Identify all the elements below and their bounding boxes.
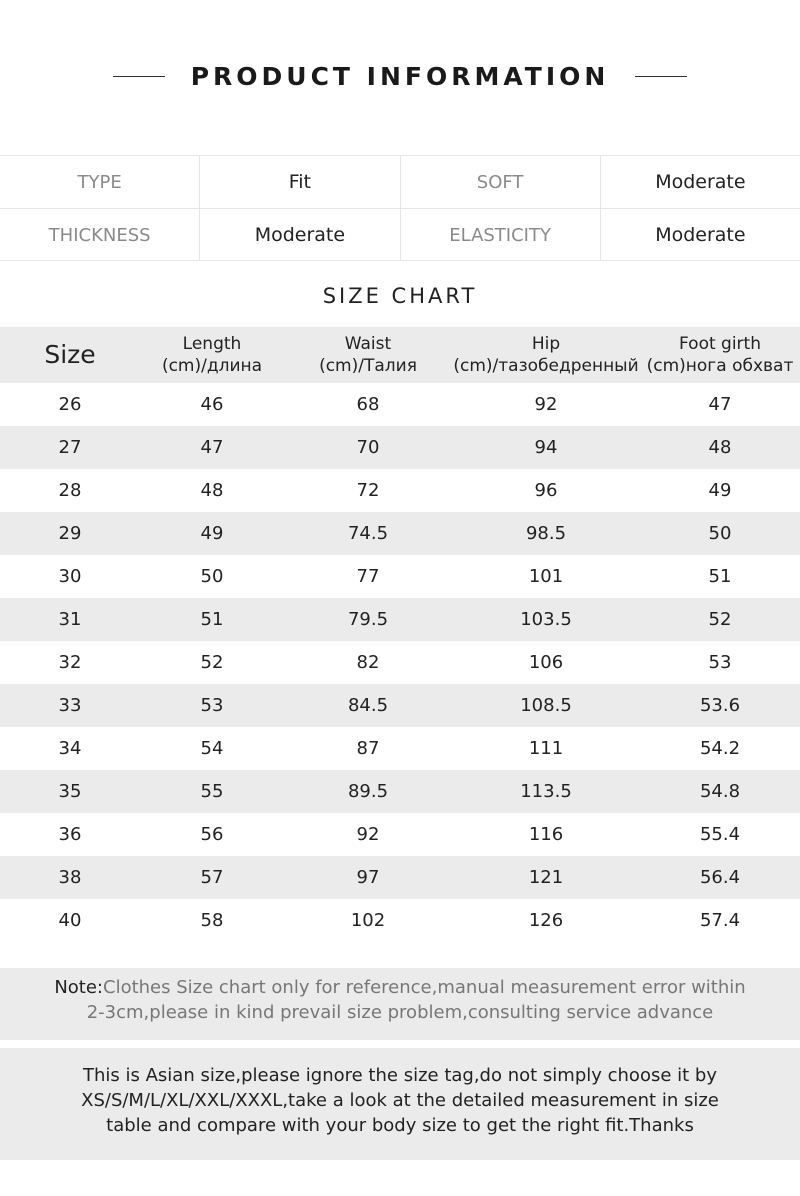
note-text-1: Clothes Size chart only for reference,manual measurement error within	[103, 977, 746, 998]
size-chart-body	[0, 383, 800, 942]
cell-foot-girth: 50	[708, 523, 732, 544]
info-row	[0, 208, 800, 261]
cell-foot-girth: 52	[708, 609, 732, 630]
header-hip	[452, 327, 640, 383]
asian-size-notice	[0, 1048, 800, 1160]
info-label-soft: SOFT	[400, 156, 600, 208]
cell-length: 57	[200, 867, 224, 888]
table-row	[0, 512, 800, 555]
table-row	[0, 555, 800, 598]
cell-length: 52	[200, 652, 224, 673]
cell-size: 35	[58, 781, 82, 802]
cell-waist: 102	[350, 910, 386, 931]
cell-size: 32	[58, 652, 82, 673]
cell-length: 51	[200, 609, 224, 630]
cell-foot-girth: 56.4	[699, 867, 741, 888]
table-row	[0, 469, 800, 512]
table-row	[0, 727, 800, 770]
page-title-row	[0, 52, 800, 100]
cell-foot-girth: 53	[708, 652, 732, 673]
cell-waist: 70	[356, 437, 380, 458]
asian-notice-line-3: table and compare with your body size to get the right fit.Thanks	[106, 1115, 694, 1136]
cell-size: 40	[58, 910, 82, 931]
cell-foot-girth: 54.8	[699, 781, 741, 802]
info-value-type: Fit	[199, 156, 399, 208]
info-label-type: TYPE	[77, 171, 122, 193]
cell-hip: 96	[534, 480, 558, 501]
cell-foot-girth: 48	[708, 437, 732, 458]
table-row	[0, 383, 800, 426]
cell-waist: 87	[356, 738, 380, 759]
cell-size: 28	[58, 480, 82, 501]
cell-hip: 103.5	[520, 609, 572, 630]
cell-hip: 106	[528, 652, 564, 673]
header-size-label: Size	[44, 340, 96, 369]
cell-foot-girth: 54.2	[699, 738, 741, 759]
cell-waist: 84.5	[347, 695, 389, 716]
cell-size: 33	[58, 695, 82, 716]
cell-length: 56	[200, 824, 224, 845]
header-size	[0, 327, 140, 383]
header-foot-girth-title: Foot girth	[679, 334, 761, 354]
size-chart-header-row	[0, 327, 800, 383]
cell-length: 48	[200, 480, 224, 501]
table-row	[0, 684, 800, 727]
cell-hip: 92	[534, 394, 558, 415]
cell-waist: 82	[356, 652, 380, 673]
cell-size: 34	[58, 738, 82, 759]
cell-hip: 121	[528, 867, 564, 888]
cell-size: 36	[58, 824, 82, 845]
header-hip-unit: (cm)/тазобедренный	[453, 356, 639, 376]
table-row	[0, 899, 800, 942]
info-label-elasticity: ELASTICITY	[400, 209, 600, 261]
cell-hip: 108.5	[520, 695, 572, 716]
cell-size: 27	[58, 437, 82, 458]
cell-length: 46	[200, 394, 224, 415]
table-row	[0, 770, 800, 813]
cell-waist: 74.5	[347, 523, 389, 544]
table-row	[0, 856, 800, 899]
header-waist	[284, 327, 452, 383]
header-foot-girth	[640, 327, 800, 383]
cell-hip: 116	[528, 824, 564, 845]
cell-waist: 89.5	[347, 781, 389, 802]
table-row	[0, 598, 800, 641]
info-value-thickness: Moderate	[199, 209, 399, 261]
cell-length: 54	[200, 738, 224, 759]
header-waist-title: Waist	[344, 334, 392, 354]
cell-hip: 126	[528, 910, 564, 931]
cell-foot-girth: 47	[708, 394, 732, 415]
cell-foot-girth: 49	[708, 480, 732, 501]
cell-foot-girth: 51	[708, 566, 732, 587]
size-chart-title: SIZE CHART	[322, 284, 478, 308]
size-chart-table	[0, 327, 800, 942]
title-divider-right	[635, 76, 687, 77]
header-hip-title: Hip	[531, 334, 561, 354]
cell-size: 29	[58, 523, 82, 544]
cell-hip: 94	[534, 437, 558, 458]
asian-notice-line-2: XS/S/M/L/XL/XXL/XXXL,take a look at the detailed measurement in size	[81, 1090, 719, 1111]
header-length-title: Length	[182, 334, 242, 354]
info-label-thickness: THICKNESS	[48, 224, 151, 246]
cell-waist: 92	[356, 824, 380, 845]
cell-foot-girth: 53.6	[699, 695, 741, 716]
header-length	[140, 327, 284, 383]
cell-hip: 98.5	[525, 523, 567, 544]
reference-note	[0, 968, 800, 1040]
cell-waist: 77	[356, 566, 380, 587]
cell-length: 47	[200, 437, 224, 458]
cell-foot-girth: 57.4	[699, 910, 741, 931]
cell-size: 38	[58, 867, 82, 888]
table-row	[0, 426, 800, 469]
cell-hip: 101	[528, 566, 564, 587]
header-foot-girth-unit: (cm)нога обхват	[646, 356, 794, 376]
cell-size: 31	[58, 609, 82, 630]
info-row	[0, 156, 800, 208]
table-row	[0, 813, 800, 856]
info-value-elasticity: Moderate	[600, 209, 800, 261]
cell-size: 30	[58, 566, 82, 587]
header-waist-unit: (cm)/Талия	[319, 356, 417, 376]
cell-waist: 97	[356, 867, 380, 888]
cell-hip: 111	[528, 738, 564, 759]
note-line-2: 2-3cm,please in kind prevail size problem,consulting service advance	[86, 1002, 714, 1023]
note-label: Note:	[54, 977, 103, 998]
header-length-unit: (cm)/длина	[161, 356, 263, 376]
table-row	[0, 641, 800, 684]
cell-length: 53	[200, 695, 224, 716]
cell-length: 55	[200, 781, 224, 802]
cell-size: 26	[58, 394, 82, 415]
info-value-soft: Moderate	[600, 156, 800, 208]
cell-length: 58	[200, 910, 224, 931]
cell-waist: 79.5	[347, 609, 389, 630]
product-info-table	[0, 155, 800, 261]
cell-waist: 68	[356, 394, 380, 415]
title-divider-left	[113, 76, 165, 77]
page-title: PRODUCT INFORMATION	[190, 61, 610, 91]
asian-notice-line-1: This is Asian size,please ignore the size tag,do not simply choose it by	[83, 1065, 717, 1086]
cell-foot-girth: 55.4	[699, 824, 741, 845]
note-line-1	[16, 975, 784, 1000]
cell-hip: 113.5	[520, 781, 572, 802]
cell-length: 50	[200, 566, 224, 587]
cell-length: 49	[200, 523, 224, 544]
cell-waist: 72	[356, 480, 380, 501]
